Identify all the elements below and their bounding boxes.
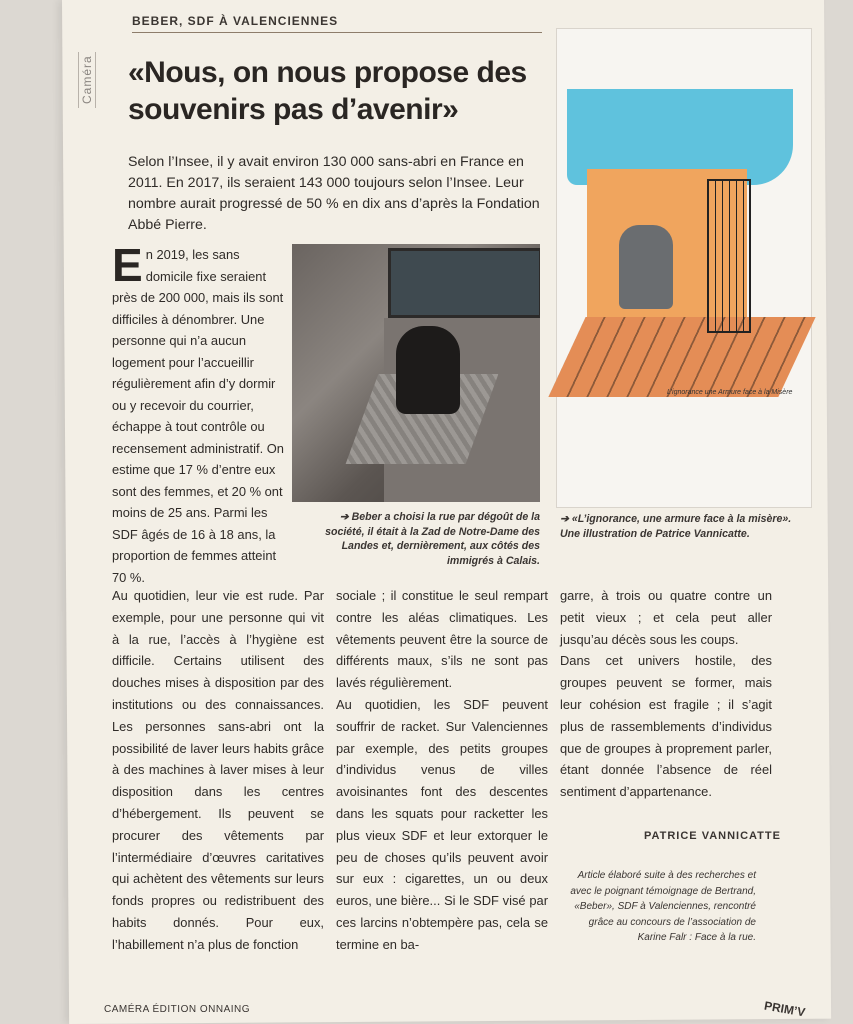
illustration-seated-man xyxy=(619,225,673,309)
article-kicker: BEBER, SDF À VALENCIENNES xyxy=(132,14,339,28)
section-label: Caméra xyxy=(76,30,98,130)
illustration-caged-figure xyxy=(707,179,751,333)
street-photo xyxy=(292,244,540,502)
photo-window xyxy=(388,248,540,318)
photo-person xyxy=(396,326,460,414)
corner-stamp: PRIM’V xyxy=(763,998,807,1020)
body-top-text: n 2019, les sans domicile fixe seraient près de 200 000, mais ils sont difficiles à dénombrer. Une personne qui n’a aucun logement pour l’accueillir régulièrement afin d’y dormir ou y recevoir du courrier, échappe à tout contrôle ou recensement administratif. On estime que 17 % d’entre eux sont des femmes, et 20 % ont moins de 25 ans. Parmi les SDF âgés de 16 à 18 ans, la proportion de femmes atteint 70 %. xyxy=(112,247,284,585)
body-column-1 xyxy=(112,585,324,956)
body-column-3 xyxy=(560,585,772,803)
body-column-2-para-2: Au quotidien, les SDF peuvent souffrir de racket. Sur Valenciennes par exemple, des petits groupes d’individus venus de villes avoisinantes font des descentes dans les squats pour racketter les plus vieux SDF et leur extorquer le peu de choses qu’ils peuvent avoir sur eux : cigarettes, un ou deux euros, une bière... Si le SDF visé par ces larcins n’obtempère pas, cela se termine en ba- xyxy=(336,696,548,952)
article-headline: «Nous, on nous propose des souvenirs pas d’avenir» xyxy=(128,56,527,126)
illustration-inner-caption: L’ignorance une Armure face à la Misère xyxy=(667,389,793,396)
body-top-paragraph xyxy=(112,239,284,588)
illustration-caption: ➔ «L’ignorance, une armure face à la misère». Une illustration de Patrice Vannicatte. xyxy=(560,513,792,540)
article-note: Article élaboré suite à des recherches et avec le poignant témoignage de Bertrand, «Beber», SDF à Valenciennes, rencontré grâce au concours de l’association de Karine Falr : Face à la rue. xyxy=(570,870,756,943)
author-byline: PATRICE VANNICATTE xyxy=(644,830,781,842)
body-column-2 xyxy=(336,585,548,956)
body-column-3-para-2: Dans cet univers hostile, des groupes peuvent se former, mais leur cohésion est fragile ; il s’agit plus de rassemblements d’individus que de groupes à proprement parler, étant donnée l’absence de réel sentiment d’appartenance. xyxy=(560,653,772,800)
article-intro: Selon l’Insee, il y avait environ 130 000 sans-abri en France en 2011. En 2017, ils seraient 143 000 toujours selon l’Insee. Leur nombre aurait progressé de 50 % en dix ans d’après la Fondation Abbé Pierre. xyxy=(128,154,540,233)
page-footer: CAMÉRA ÉDITION ONNAING xyxy=(104,1004,251,1015)
body-column-2-para-1: sociale ; il constitue le seul rempart contre les aléas climatiques. Les vêtements peuvent être la source de différents maux, s’ils ne sont pas lavés régulièrement. xyxy=(336,588,548,691)
illustration-floor xyxy=(548,317,815,397)
cartoon-illustration xyxy=(556,28,812,508)
kicker-rule xyxy=(132,32,542,33)
photo-caption: ➔ Beber a choisi la rue par dégoût de la société, il était à la Zad de Notre-Dame des Landes et, dernièrement, aux côtés des immigrés à Calais. xyxy=(325,511,540,567)
body-column-1-text: Au quotidien, leur vie est rude. Par exemple, pour une personne qui vit à la rue, l’accès à l’hygiène est difficile. Certains utilisent des douches mises à disposition par des institutions ou des connaissances. Les personnes sans-abri ont la possibilité de laver leurs habits grâce à des machines à laver mises à leur disposition dans les centres d’hébergement. Ils peuvent se procurer des vêtements par l’intermédiaire d’œuvres caritatives qui achètent des vêtements sur leurs fonds propres ou redistribuent des habits donnés. Pour eux, l’habillement n’a plus de fonction xyxy=(112,588,324,952)
body-column-3-para-1: garre, à trois ou quatre contre un petit vieux ; et cela peut aller jusqu’au décès sous les coups. xyxy=(560,588,772,647)
drop-cap: E xyxy=(112,239,143,291)
